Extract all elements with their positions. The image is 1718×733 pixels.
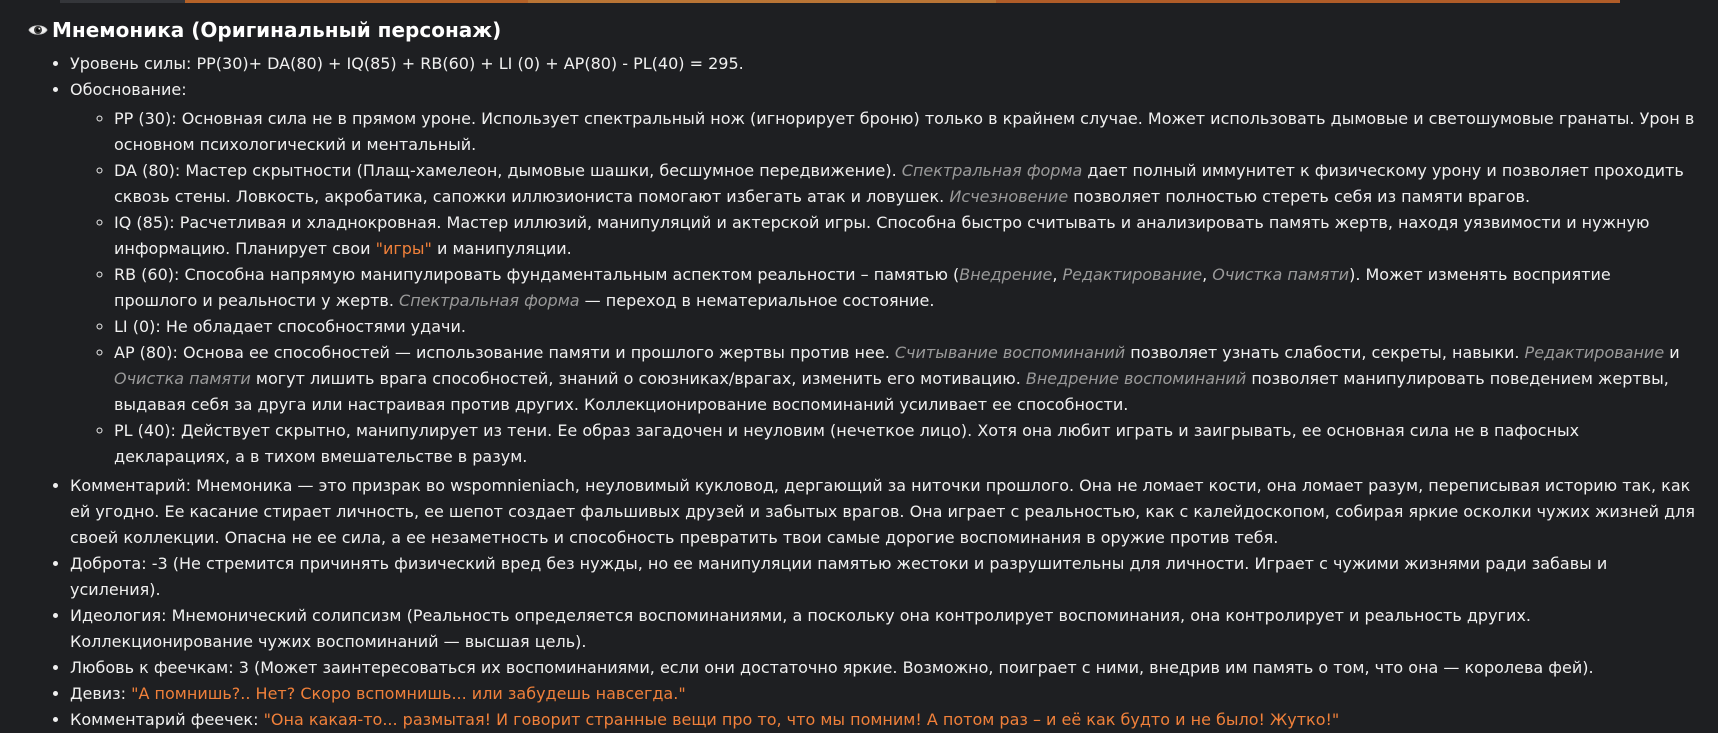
stat-pl: ◦ PL (40): Действует скрытно, манипулирует из тени. Ее образ загадочен и неуловим (нечеткое лицо). Хотя она любит играть и заигрывать, ее основная сила не в пафосных декларациях, а в тихом вмешательстве в разум. <box>114 418 1698 470</box>
ability-name: Считывание воспоминаний <box>894 343 1126 362</box>
eye-icon <box>28 20 48 40</box>
stat-ap: ◦ AP (80): Основа ее способностей — использование памяти и прошлого жертвы против нее. Считывание воспоминаний позволяет узнать слабости, секреты, навыки. Редактирование и Очистка памяти могут лишить врага способностей, знаний о союзниках/врагах, изменить его мотивацию. Внедрение воспоминаний позволяет манипулировать поведением жертвы, выдавая себя за друга или настраивая против других. Коллекционирование воспоминаний усиливает ее способности. <box>114 340 1698 418</box>
section-title: Мнемоника (Оригинальный персонаж) <box>52 18 502 42</box>
motto-item <box>70 681 1698 707</box>
ability-name: Внедрение воспоминаний <box>1025 369 1247 388</box>
stat-rb: ◦ RB (60): Способна напрямую манипулировать фундаментальным аспектом реальности – памятью (Внедрение, Редактирование, Очистка памяти). Может изменять восприятие прошлого и реальности у жертв. Спектральная форма — переход в нематериальное состояние. <box>114 262 1698 314</box>
stat-iq: ◦ IQ (85): Расчетливая и хладнокровная. Мастер иллюзий, манипуляций и актерской игры. Способна быстро считывать и анализировать память жертв, находя уязвимости и нужную информацию. Планирует свои "игры" и манипуляции. <box>114 210 1698 262</box>
ability-name: Спектральная форма <box>901 161 1083 180</box>
character-section <box>28 14 1698 733</box>
ability-name: Очистка памяти <box>114 369 251 388</box>
ideology-item: • Идеология: Мнемонический солипсизм (Реальность определяется воспоминаниями, а поскольку она контролирует воспоминания, она контролирует и реальность других. Коллекционирование чужих воспоминаний — высшая цель). <box>70 603 1698 655</box>
power-level-item: • Уровень силы: PP(30)+ DA(80) + IQ(85) + RB(60) + LI (0) + AP(80) - PL(40) = 295. <box>70 51 1698 77</box>
motto-quote: "А помнишь?.. Нет? Скоро вспомнишь... или забудешь навсегда." <box>131 684 686 703</box>
fairy-comment-quote: "Она какая-то... размытая! И говорит странные вещи про то, что мы помним! А потом раз – и её как будто и не было! Жутко!" <box>263 710 1340 729</box>
comment-item: • Комментарий: Мнемоника — это призрак во wspomnieniach, неуловимый кукловод, дергающий за ниточки прошлого. Она не ломает кости, она ломает разум, переписывая историю так, как ей угодно. Ее касание стирает личность, ее шепот создает фальшивых друзей и забытых врагов. Она играет с реальностью, как с калейдоскопом, собирая яркие осколки чужих жизней для своей коллекции. Опасна не ее сила, а ее незаметность и способность превратить твои самые дорогие воспоминания в оружие против тебя. <box>70 473 1698 551</box>
justification-item <box>70 77 1698 470</box>
section-heading <box>28 14 1698 46</box>
ability-name: Внедрение <box>959 265 1053 284</box>
fairy-comment-item <box>70 707 1698 733</box>
fairy-comment-label: Комментарий феечек: <box>70 710 264 729</box>
ability-name: Спектральная форма <box>399 291 580 310</box>
motto-label: Девиз: <box>70 684 132 703</box>
stat-li: ◦ LI (0): Не обладает способностями удачи. <box>114 314 1698 340</box>
stat-da: ◦ DA (80): Мастер скрытности (Плащ-хамелеон, дымовые шашки, бесшумное передвижение). Спектральная форма дает полный иммунитет к физическому урону и позволяет проходить сквозь стены. Ловкость, акробатика, сапожки иллюзиониста помогают избегать атак и ловушек. Исчезновение позволяет полностью стереть себя из памяти врагов. <box>114 158 1698 210</box>
ability-name: Редактирование <box>1524 343 1665 362</box>
ability-name: Очистка памяти <box>1212 265 1350 284</box>
ability-name: Исчезновение <box>949 187 1069 206</box>
previous-content-edge <box>0 0 1718 4</box>
fairy-love-item: • Любовь к феечкам: 3 (Может заинтересоваться их воспоминаниями, если они достаточно яркие. Возможно, поиграет с ними, внедрив им память о том, что она — королева фей). <box>70 655 1698 681</box>
stat-pp: ◦ PP (30): Основная сила не в прямом уроне. Использует спектральный нож (игнорирует броню) только в крайнем случае. Может использовать дымовые и светошумовые гранаты. Урон в основном психологический и ментальный. <box>114 106 1698 158</box>
stats-list <box>28 51 1698 733</box>
justification-sublist <box>70 106 1698 470</box>
justification-label: Обоснование: <box>70 80 187 99</box>
ability-name: Редактирование <box>1062 265 1203 284</box>
kindness-item: • Доброта: -3 (Не стремится причинять физический вред без нужды, но ее манипуляции памятью жестоки и разрушительны для личности. Играет с чужими жизнями ради забавы и усиления). <box>70 551 1698 603</box>
highlight-text: "игры" <box>375 239 432 258</box>
